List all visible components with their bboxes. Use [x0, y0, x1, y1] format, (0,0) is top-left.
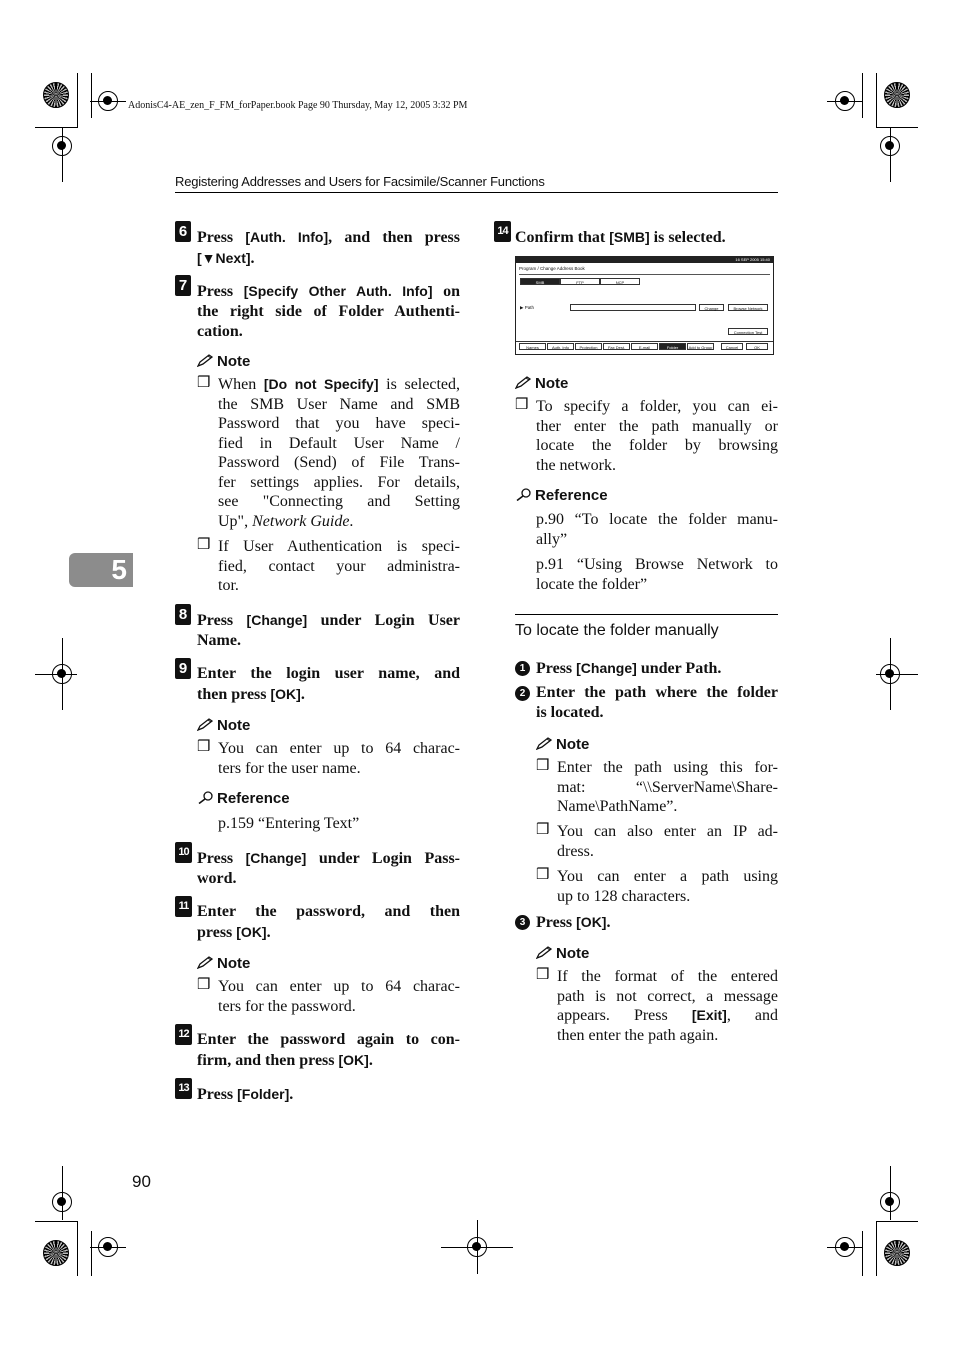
step-11: Enter the password, and then press [OK]. — [197, 903, 460, 941]
ok-button[interactable]: OK — [746, 343, 768, 350]
checkbox-bullet-icon: ❒ — [197, 537, 211, 553]
note-text: You can enter up to 64 charac- ters for the user name. — [218, 740, 460, 777]
substep-number: 3 — [515, 915, 530, 930]
note-heading: Note — [515, 375, 568, 392]
step-10: Press [Change] under Login Pass- word. — [197, 850, 460, 887]
cancel-button[interactable]: Cancel — [721, 343, 743, 350]
note-text: You can enter a path using up to 128 characters. — [557, 868, 778, 905]
note-text: When [Do not Specify] is selected, the SMB User Name and SMB Password that you have speci- fied in Default User Name / Password (Send) of File Trans- fer settings applies. For details, see "Connecting and Setting Up", Network Guide. — [218, 376, 460, 530]
section-title: To locate the folder manually — [515, 622, 719, 639]
step-13: Press [Folder]. — [197, 1086, 294, 1103]
step-number: 10 — [175, 842, 192, 863]
registration-star-icon — [884, 82, 910, 108]
note-text: You can also enter an IP ad- dress. — [557, 823, 778, 860]
step-number: 6 — [175, 221, 191, 242]
substep-number: 1 — [515, 661, 530, 676]
pencil-icon — [536, 737, 553, 750]
screen-title: Program / Change Address Book — [519, 266, 585, 271]
tab-ncp[interactable]: NCP — [600, 278, 640, 285]
note-heading: Note — [197, 717, 250, 734]
registration-star-icon — [884, 1240, 910, 1266]
tab-ftp[interactable]: FTP — [560, 278, 600, 285]
pencil-icon — [515, 376, 532, 389]
change-button[interactable]: Change — [699, 304, 724, 311]
checkbox-bullet-icon: ❒ — [536, 758, 550, 774]
tab-fax-dest[interactable]: Fax Dest. — [603, 343, 630, 350]
note-heading: Note — [197, 955, 250, 972]
registration-star-icon — [43, 1240, 69, 1266]
checkbox-bullet-icon: ❒ — [197, 977, 211, 993]
path-field[interactable] — [570, 304, 696, 311]
tab-names[interactable]: Names — [519, 343, 546, 350]
path-label: ▶ Path — [520, 305, 534, 310]
reference-link[interactable]: p.90 “To locate the folder manu- ally” — [536, 511, 778, 548]
checkbox-bullet-icon: ❒ — [197, 375, 211, 391]
registration-star-icon — [43, 82, 69, 108]
browse-network-button[interactable]: Browse Network — [728, 304, 768, 311]
note-text: Enter the path using this for- mat: “\\ServerName\Share- Name\PathName”. — [557, 759, 778, 815]
reference-link[interactable]: p.91 “Using Browse Network to locate the folder” — [536, 556, 778, 593]
running-header: Registering Addresses and Users for Facsimile/Scanner Functions — [175, 174, 545, 189]
step-9: Enter the login user name, and then press [OK]. — [197, 665, 460, 703]
note-text: If the format of the entered path is not correct, a message appears. Press [Exit], and then enter the path again. — [557, 968, 778, 1044]
chapter-tab — [69, 553, 133, 587]
tab-protection[interactable]: Protection — [575, 343, 602, 350]
chapter-number: 5 — [111, 554, 127, 585]
pencil-icon — [536, 946, 553, 959]
address-book-screen — [515, 256, 774, 355]
note-text: If User Authentication is speci- fied, contact your administra- tor. — [218, 538, 460, 594]
header-rule — [175, 192, 778, 193]
reference-heading: Reference — [197, 790, 290, 807]
step-number: 8 — [175, 604, 191, 625]
section-rule — [515, 614, 778, 615]
tab-add-to-group[interactable]: Add to Group — [688, 345, 713, 350]
step-14: Confirm that [SMB] is selected. — [515, 229, 726, 246]
substep-1: Press [Change] under Path. — [536, 660, 722, 677]
step-number: 11 — [175, 896, 192, 917]
note-heading: Note — [197, 353, 250, 370]
note-text: To specify a folder, you can ei- ther enter the path manually or locate the folder by browsing the network. — [536, 398, 778, 474]
tab-auth-info[interactable]: Auth. Info — [547, 343, 574, 350]
connection-test-button[interactable]: Connection Test — [728, 328, 768, 335]
step-number: 14 — [494, 221, 511, 242]
magnifier-icon — [515, 488, 532, 501]
step-number: 12 — [175, 1024, 192, 1045]
note-heading: Note — [536, 736, 589, 753]
note-text: You can enter up to 64 charac- ters for the password. — [218, 978, 460, 1015]
screen-divider — [519, 274, 770, 275]
step-7: Press [Specify Other Auth. Info] on the right side of Folder Authenti- cation. — [197, 283, 460, 340]
note-heading: Note — [536, 945, 589, 962]
checkbox-bullet-icon: ❒ — [536, 867, 550, 883]
page-number: 90 — [132, 1172, 151, 1191]
tab-smb[interactable]: SMB — [520, 278, 560, 285]
tab-email[interactable]: E-mail — [631, 343, 658, 350]
screen-status-bar: 16 SEP 2005 15:40 — [516, 257, 773, 263]
step-6: Press [Auth. Info], and then press [▼Next]. — [197, 229, 460, 267]
step-number: 13 — [175, 1078, 192, 1099]
step-12: Enter the password again to con- firm, and then press [OK]. — [197, 1031, 460, 1069]
substep-number: 2 — [515, 686, 530, 701]
pencil-icon — [197, 956, 214, 969]
checkbox-bullet-icon: ❒ — [536, 822, 550, 838]
checkbox-bullet-icon: ❒ — [515, 397, 529, 413]
step-number: 9 — [175, 658, 191, 679]
reference-heading: Reference — [515, 487, 608, 504]
step-8: Press [Change] under Login User Name. — [197, 612, 461, 649]
checkbox-bullet-icon: ❒ — [197, 739, 211, 755]
reference-text: p.159 “Entering Text” — [218, 815, 360, 832]
step-number: 7 — [175, 275, 191, 296]
pencil-icon — [197, 718, 214, 731]
magnifier-icon — [197, 791, 214, 804]
tab-folder[interactable]: Folder — [659, 343, 686, 350]
checkbox-bullet-icon: ❒ — [536, 967, 550, 983]
substep-3: Press [OK]. — [536, 914, 611, 931]
substep-2: Enter the path where the folder is located. — [536, 684, 778, 721]
file-meta-line: AdonisC4-AE_zen_F_FM_forPaper.book Page 90 Thursday, May 12, 2005 3:32 PM — [128, 100, 468, 111]
pencil-icon — [197, 354, 214, 367]
